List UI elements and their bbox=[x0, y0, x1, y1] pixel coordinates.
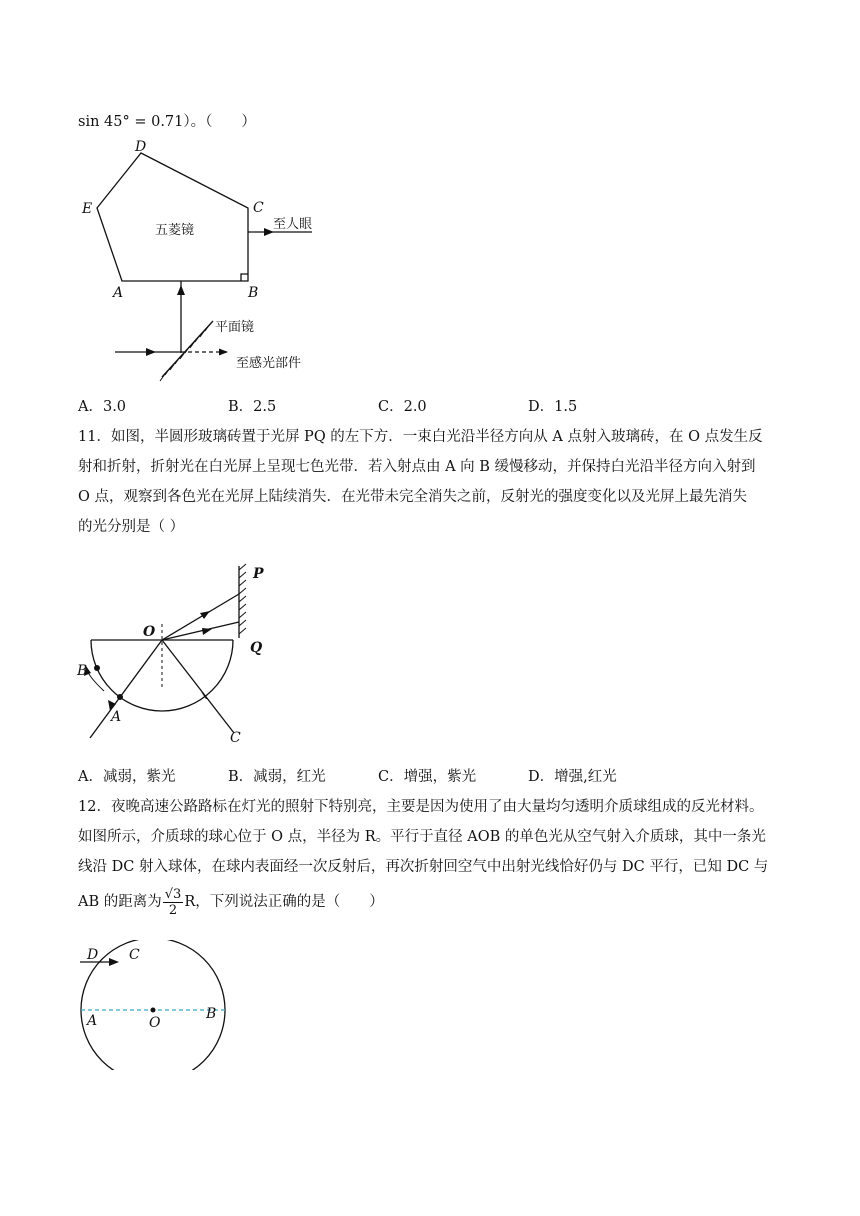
label-Q: Q bbox=[250, 640, 263, 656]
q11-option-c: C．增强，紫光 bbox=[378, 769, 477, 785]
prism-outline bbox=[97, 153, 248, 281]
label-A: A bbox=[113, 285, 124, 301]
label-D: D bbox=[87, 947, 99, 963]
right-angle-mark bbox=[241, 274, 248, 281]
label-C: C bbox=[230, 730, 241, 746]
label-C: C bbox=[129, 947, 140, 963]
q10-option-a: A．3.0 bbox=[78, 399, 127, 415]
arrow-refracted-2 bbox=[202, 628, 212, 635]
label-B: B bbox=[206, 1006, 217, 1022]
q12-line-2: 如图所示，介质球的球心位于 O 点，半径为 R。平行于直径 AOB 的单色光从空气射入介质球，其中一条光 bbox=[78, 829, 766, 845]
pentaprism-figure bbox=[70, 135, 330, 385]
q11-line-4: 的光分别是（ ） bbox=[78, 519, 185, 535]
q10-option-c: C．2.0 bbox=[378, 399, 427, 415]
arrow-up bbox=[177, 285, 185, 295]
q10-option-b: B．2.5 bbox=[228, 399, 277, 415]
q12-line-1: 12．夜晚高速公路路标在灯光的照射下特别亮，主要是因为使用了由大量均匀透明介质球组成的反光材料。 bbox=[78, 799, 764, 815]
label-B: B bbox=[248, 285, 259, 301]
semicircle-figure bbox=[70, 558, 290, 748]
q11-option-b: B．减弱，红光 bbox=[228, 769, 326, 785]
frac-denominator: 2 bbox=[168, 902, 178, 918]
label-A: A bbox=[87, 1013, 98, 1029]
label-C: C bbox=[253, 200, 264, 216]
q10-stem-tail: sin 45° = 0.71）。（ ） bbox=[78, 114, 256, 130]
q10-option-d: D．1.5 bbox=[528, 399, 578, 415]
q11-line-2: 射和折射，折射光在白光屏上呈现七色光带．若入射点由 A 向 B 缓慢移动，并保持白光沿半径方向入射到 bbox=[78, 459, 756, 475]
q11-line-3: O 点，观察到各色光在光屏上陆续消失．在光带未完全消失之前，反射光的强度变化以及光屏上最先消失 bbox=[78, 489, 747, 505]
q11-line-1: 11．如图，半圆形玻璃砖置于光屏 PQ 的左下方．一束白光沿半径方向从 A 点射入玻璃砖，在 O 点发生反 bbox=[78, 429, 763, 445]
reflected-ray bbox=[162, 640, 234, 733]
arrow-right-sensor bbox=[219, 349, 228, 356]
arrow-DC bbox=[109, 958, 119, 966]
point-A-dot bbox=[117, 694, 123, 700]
q12-line-4 bbox=[78, 883, 384, 921]
q12-line-3: 线沿 DC 射入球体，在球内表面经一次反射后，再次折射回空气中出射光线恰好仍与 DC 平行，已知 DC 与 bbox=[78, 859, 769, 875]
q12-line-4-post: R，下列说法正确的是（ ） bbox=[184, 894, 384, 910]
refracted-ray-2 bbox=[162, 622, 239, 640]
arrow-right-in bbox=[146, 348, 156, 356]
eye-label: 至人眼 bbox=[273, 217, 313, 232]
incident-ray bbox=[90, 640, 162, 738]
prism-label: 五菱镜 bbox=[155, 223, 195, 238]
label-A: A bbox=[111, 709, 122, 725]
label-O: O bbox=[143, 624, 156, 640]
label-O: O bbox=[149, 1015, 161, 1031]
q11-option-a: A．减弱，紫光 bbox=[78, 769, 176, 785]
point-B-dot bbox=[94, 665, 100, 671]
q11-option-d: D．增强,红光 bbox=[528, 769, 617, 785]
center-O-dot bbox=[151, 1008, 156, 1013]
label-P: P bbox=[253, 566, 264, 582]
arrow-refracted-1 bbox=[200, 611, 210, 619]
sphere-figure bbox=[75, 940, 235, 1070]
sqrt3-over-2 bbox=[163, 887, 184, 918]
label-E: E bbox=[82, 201, 93, 217]
label-B: B bbox=[77, 663, 88, 679]
frac-numerator: √3 bbox=[164, 886, 182, 902]
sphere-circle bbox=[81, 940, 225, 1070]
label-D: D bbox=[135, 139, 147, 155]
sensor-label: 至感光部件 bbox=[236, 356, 302, 371]
refracted-ray-1 bbox=[162, 594, 239, 640]
mirror-label: 平面镜 bbox=[215, 320, 255, 335]
q12-line-4-pre: AB 的距离为 bbox=[78, 894, 162, 910]
